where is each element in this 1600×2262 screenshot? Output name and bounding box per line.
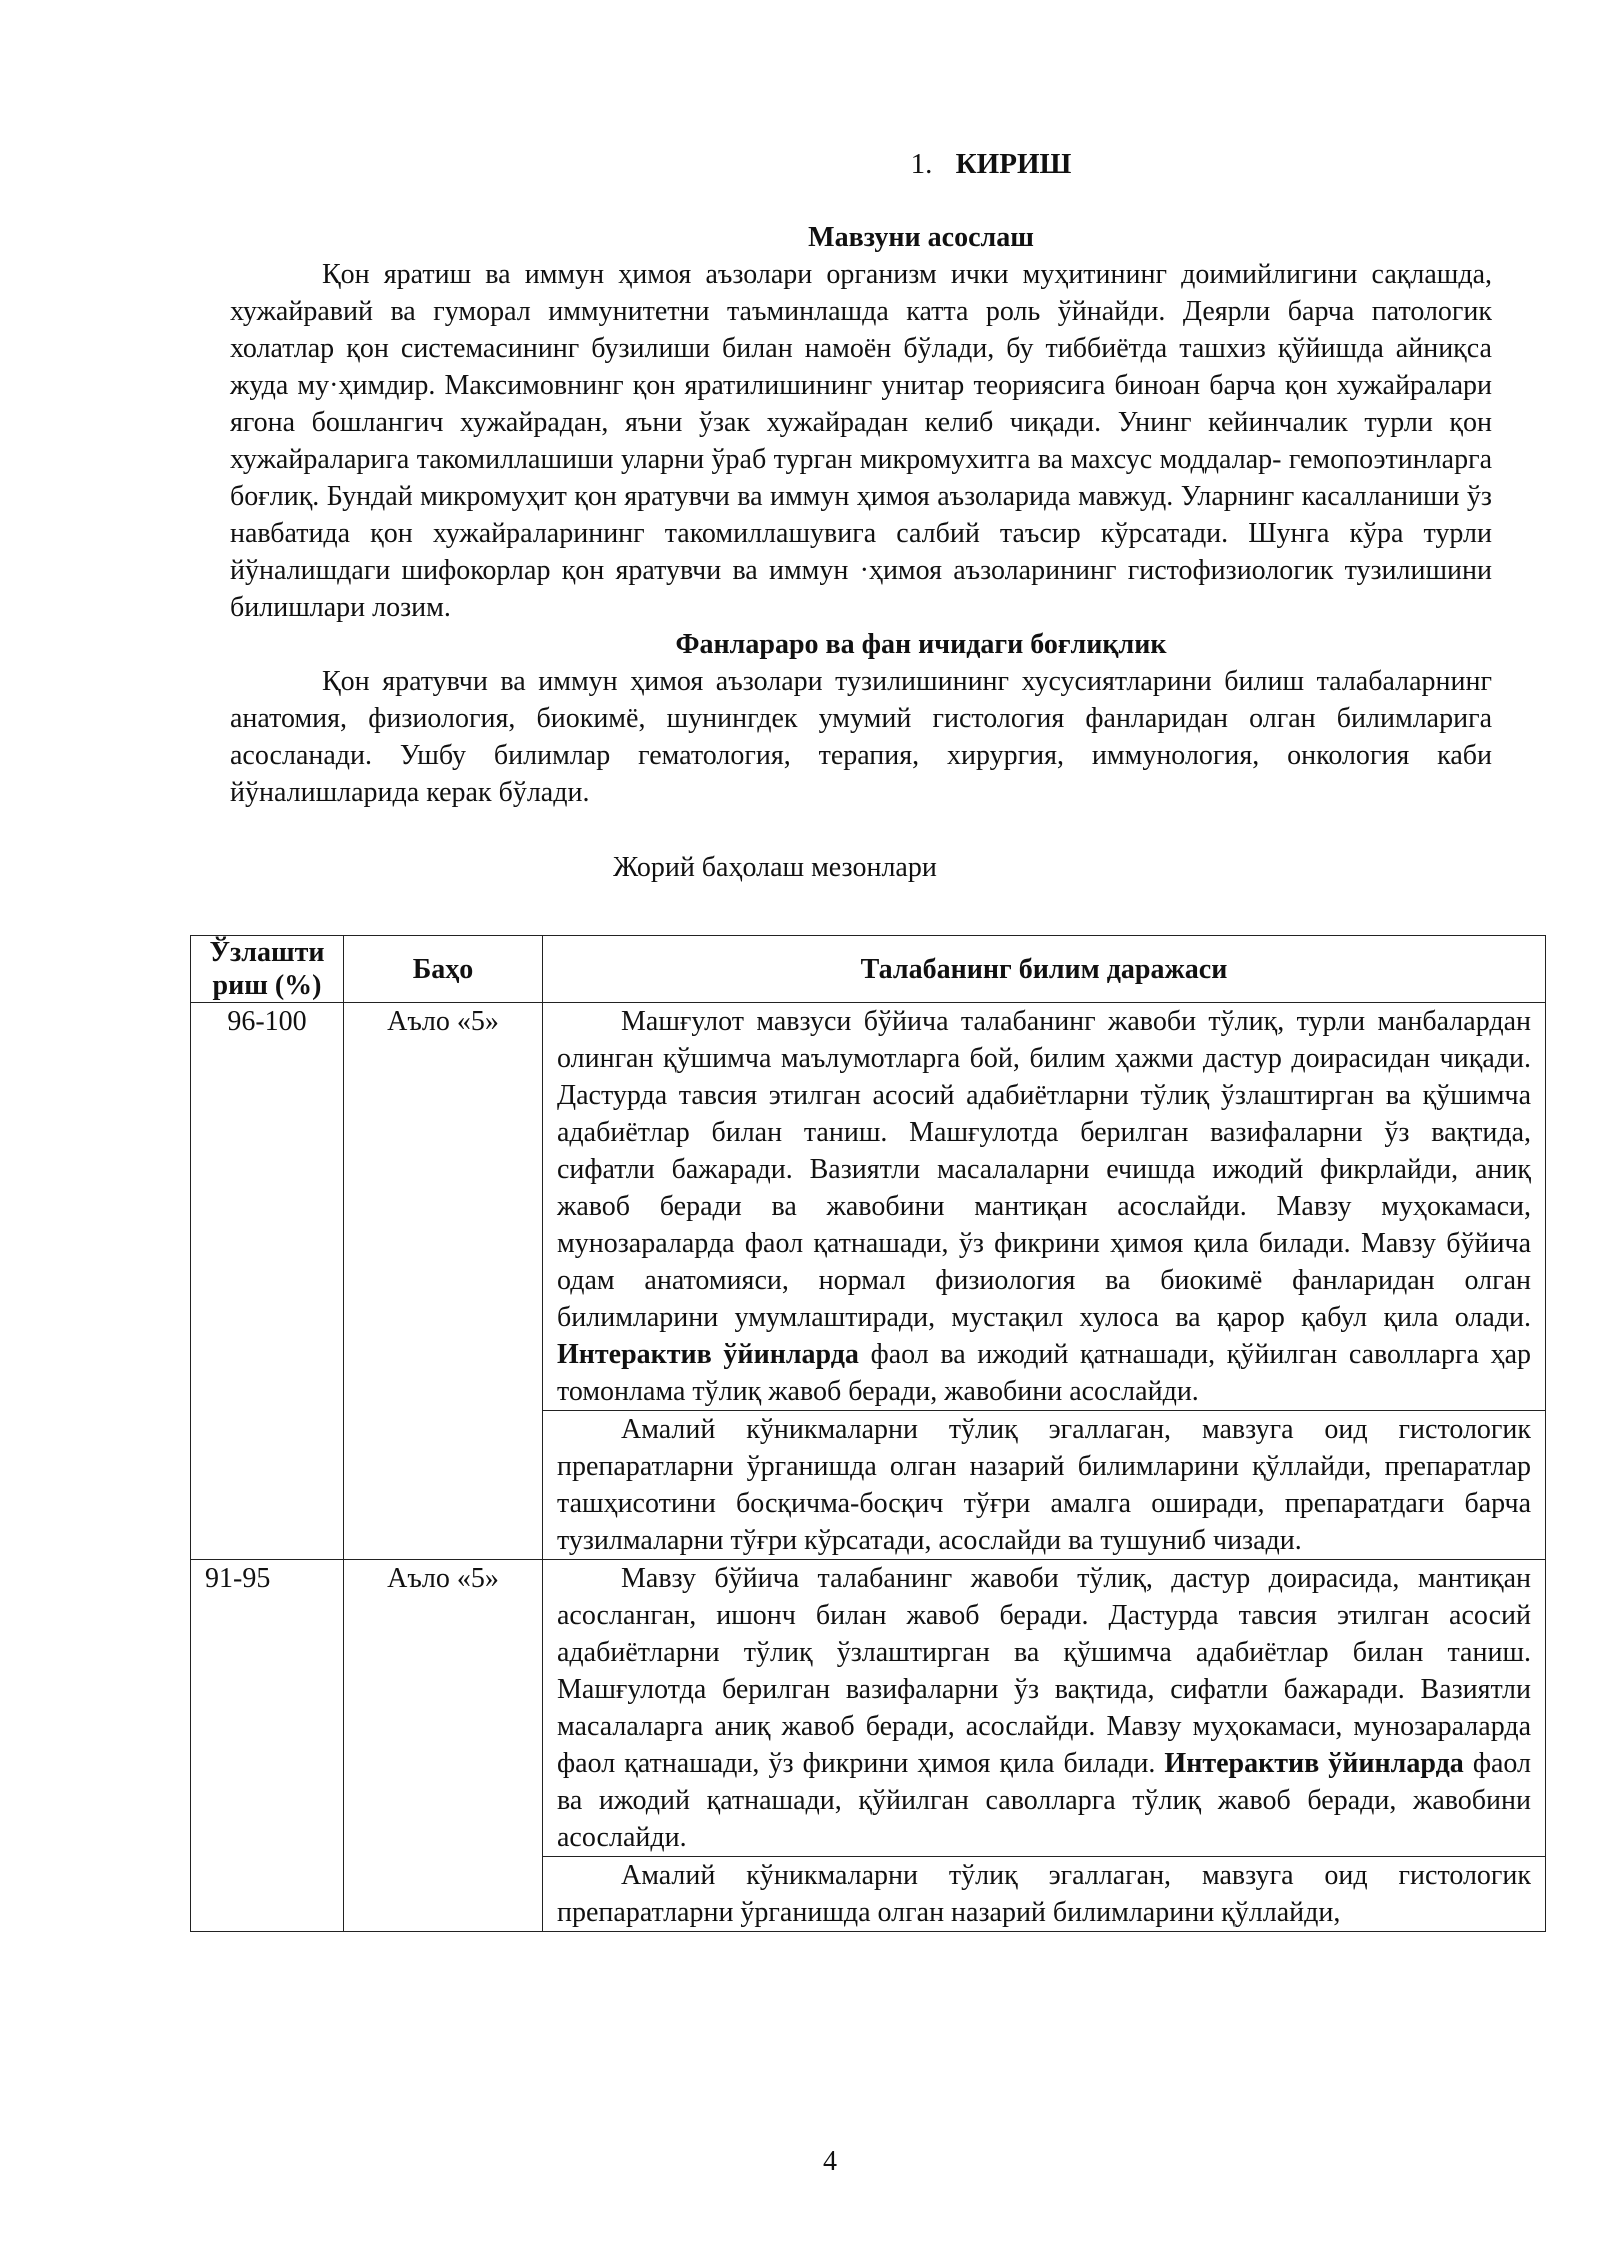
theory-text-end: фаол ва ижодий қатнашади, қўйилган саволларга тўлиқ жавоб беради, жавобини асослайди. <box>557 1748 1532 1853</box>
section-number: 1. <box>910 148 933 180</box>
table-row <box>191 1003 1546 1560</box>
rationale-paragraph: Қон яратиш ва иммун ҳимоя аъзолари организм ички муҳитининг доимийлигини сақлашда, хужайравий ва гуморал иммунитетни таъминлашда катта роль ўйнайди. Деярли барча патологик холатлар қон системасининг бузилиши билан намоён бўлади, бу тиббиётда ташхиз қўйишда айниқса жуда му·ҳимдир. Максимовнинг қон яратилишининг унитар теориясига биноан барча қон хужайралари ягона бошлангич хужайрадан, яъни ўзак хужайрадан келиб чиқади. Унинг кейинчалик турли қон хужайраларига такомиллашиши уларни ўраб турган микромухитга ва махсус моддалар- гемопоэтинларга боғлиқ. Бундай микромуҳит қон яратувчи ва иммун ҳимоя аъзоларида мавжуд. Уларнинг касалланиши ўз навбатида қон хужайраларининг такомиллашувига салбий таъсир кўрсатади. Шунга кўра турли йўналишдаги шифокорлар қон яратувчи ва иммун ·ҳимоя аъзоларининг гистофизиологик тузилишини билишлари лозим. <box>230 259 1492 623</box>
table-caption: Жорий баҳолаш мезонлари <box>613 852 937 883</box>
section-title <box>230 148 1492 181</box>
theory-text: Машғулот мавзуси бўйича талабанинг жавоби тўлиқ, турли манбалардан олинган қўшимча маълумотларга бой, билим ҳажми дастур доирасидан чиқади. Дастурда тавсия этилган асосий адабиётларни тўлиқ ўзлаштирган ва қўшимча адабиётлар билан таниш. Машғулотда берилган вазифаларни ўз вақтида, сифатли бажаради. Вазиятли масалаларни ечишда ижодий фикрлайди, аниқ жавоб беради ва жавобини мантиқан асослайди. Мавзу муҳокамаси, мунозараларда фаол қатнашади, ўз фикрини ҳимоя қила билади. Мавзу бўйича одам анатомияси, нормал физиология ва биокимё фанларидан олган билимларини умумлаштиради, мустақил хулоса ва қарор қабул қила олади. <box>557 1006 1531 1333</box>
row-description <box>543 1003 1546 1560</box>
practical-criteria: Амалий кўникмаларни тўлиқ эгаллаган, мавзуга оид гистологик препаратларни ўрганишда олган назарий билимларини қўллайди, <box>543 1856 1545 1931</box>
theory-text-end: фаол ва ижодий қатнашади, қўйилган саволларга ҳар томонлама тўлиқ жавоб беради, жавобини асослайди. <box>557 1339 1532 1407</box>
subsection-title-rationale: Мавзуни асослаш <box>808 222 1034 253</box>
subsection-title-interdisciplinary: Фанлараро ва фан ичидаги боғлиқлик <box>675 629 1167 660</box>
section-title-text: КИРИШ <box>955 148 1072 180</box>
practical-criteria: Амалий кўникмаларни тўлиқ эгаллаган, мавзуга оид гистологик препаратларни ўрганишда олган назарий билимларини қўллайди, препаратлар ташҳисотини босқичма-босқич тўғри амалга оширади, препаратдаги барча тузилмаларни тўғри кўрсатади, асослайди ва тушуниб чизади. <box>543 1410 1545 1559</box>
row-description <box>543 1560 1546 1932</box>
theory-criteria <box>543 1003 1545 1410</box>
theory-criteria <box>543 1560 1545 1856</box>
header-knowledge-level: Талабанинг билим даражаси <box>543 936 1546 1003</box>
table-header-row <box>191 936 1546 1003</box>
header-grade: Баҳо <box>344 936 543 1003</box>
table-row <box>191 1560 1546 1932</box>
grading-criteria-table <box>190 935 1546 1932</box>
row-percent: 96-100 <box>191 1003 344 1560</box>
row-grade: Аъло «5» <box>344 1003 543 1560</box>
page-number: 4 <box>823 2146 837 2177</box>
theory-text: Мавзу бўйича талабанинг жавоби тўлиқ, дастур доирасида, мантиқан асосланган, ишонч билан жавоб беради. Дастурда тавсия этилган асосий адабиётларни тўлиқ ўзлаштирган ва қўшимча адабиётлар билан таниш. Машғулотда берилган вазифаларни ўз вақтида, сифатли бажаради. Вазиятли масалаларга аниқ жавоб беради, асослайди. Мавзу муҳокамаси, мунозараларда фаол қатнашади, ўз фикрини ҳимоя қила билади. <box>557 1563 1531 1779</box>
interactive-games-emphasis: Интерактив ўйинларда <box>1164 1748 1464 1779</box>
header-percent: Ўзлашти риш (%) <box>191 936 344 1003</box>
interdisciplinary-paragraph: Қон яратувчи ва иммун ҳимоя аъзолари тузилишининг хусусиятларини билиш талабаларнинг анатомия, физиология, биокимё, шунингдек умумий гистология фанларидан олган билимларига асосланади. Ушбу билимлар гематология, терапия, хирургия, иммунология, онкология каби йўналишларида керак бўлади. <box>230 666 1492 808</box>
interactive-games-emphasis: Интерактив ўйинларда <box>557 1339 859 1370</box>
row-percent: 91-95 <box>191 1560 344 1932</box>
page-content <box>230 148 1492 886</box>
row-grade: Аъло «5» <box>344 1560 543 1932</box>
